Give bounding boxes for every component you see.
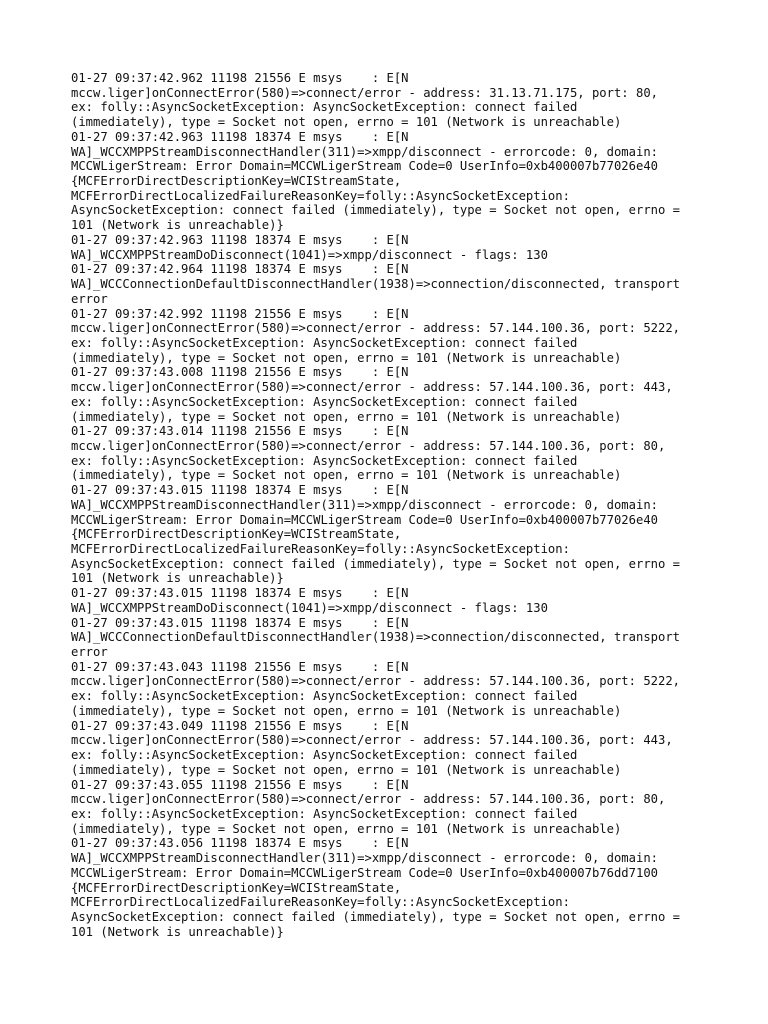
log-line: mccw.liger]onConnectError(580)=>connect/error - address: 57.144.100.36, port: 443, — [71, 380, 673, 395]
log-line: mccw.liger]onConnectError(580)=>connect/error - address: 57.144.100.36, port: 5222, — [71, 321, 681, 336]
log-line: 01-27 09:37:43.043 11198 21556 E msys : E[N — [71, 659, 409, 674]
log-line: (immediately), type = Socket not open, errno = 101 (Network is unreachable) — [71, 115, 622, 130]
log-line: MCCWLigerStream: Error Domain=MCCWLigerStream Code=0 UserInfo=0xb400007b77026e40 — [71, 512, 658, 527]
log-line: ex: folly::AsyncSocketException: AsyncSocketException: connect failed — [71, 335, 578, 350]
log-line: ex: folly::AsyncSocketException: AsyncSocketException: connect failed — [71, 806, 578, 821]
log-line: ex: folly::AsyncSocketException: AsyncSocketException: connect failed — [71, 453, 578, 468]
log-line: AsyncSocketException: connect failed (immediately), type = Socket not open, errno = — [71, 556, 681, 571]
log-line: 101 (Network is unreachable)} — [71, 924, 284, 939]
log-line: (immediately), type = Socket not open, errno = 101 (Network is unreachable) — [71, 821, 622, 836]
log-line: WA]_WCCXMPPStreamDoDisconnect(1041)=>xmpp/disconnect - flags: 130 — [71, 247, 548, 262]
log-line: 01-27 09:37:43.049 11198 21556 E msys : E[N — [71, 718, 409, 733]
log-line: AsyncSocketException: connect failed (immediately), type = Socket not open, errno = — [71, 909, 681, 924]
log-line: WA]_WCCConnectionDefaultDisconnectHandler(1938)=>connection/disconnected, transport — [71, 630, 681, 645]
log-line: 01-27 09:37:42.962 11198 21556 E msys : E[N — [71, 71, 409, 85]
log-line: 101 (Network is unreachable)} — [71, 218, 284, 233]
log-line: MCFErrorDirectLocalizedFailureReasonKey=folly::AsyncSocketException: — [71, 542, 570, 556]
log-line: WA]_WCCXMPPStreamDisconnectHandler(311)=>xmpp/disconnect - errorcode: 0, domain: — [71, 144, 658, 159]
log-output — [71, 71, 711, 939]
log-line: ex: folly::AsyncSocketException: AsyncSocketException: connect failed — [71, 100, 578, 115]
log-line: 01-27 09:37:43.015 11198 18374 E msys : E[N — [71, 615, 409, 630]
log-line: {MCFErrorDirectDescriptionKey=WCIStreamState, — [71, 527, 402, 542]
log-line: (immediately), type = Socket not open, errno = 101 (Network is unreachable) — [71, 762, 622, 777]
log-line: 01-27 09:37:43.056 11198 18374 E msys : E[N — [71, 836, 409, 851]
log-line: (immediately), type = Socket not open, errno = 101 (Network is unreachable) — [71, 350, 622, 365]
log-line: WA]_WCCXMPPStreamDoDisconnect(1041)=>xmpp/disconnect - flags: 130 — [71, 600, 548, 615]
log-line: MCFErrorDirectLocalizedFailureReasonKey=folly::AsyncSocketException: — [71, 895, 570, 910]
log-line: error — [71, 291, 108, 306]
log-line: mccw.liger]onConnectError(580)=>connect/error - address: 57.144.100.36, port: 80, — [71, 792, 666, 807]
log-line: {MCFErrorDirectDescriptionKey=WCIStreamState, — [71, 880, 402, 895]
log-line: 01-27 09:37:43.014 11198 21556 E msys : E[N — [71, 424, 409, 439]
log-line: ex: folly::AsyncSocketException: AsyncSocketException: connect failed — [71, 748, 578, 763]
log-line: mccw.liger]onConnectError(580)=>connect/error - address: 57.144.100.36, port: 5222, — [71, 674, 681, 689]
log-line: 101 (Network is unreachable)} — [71, 571, 284, 586]
log-line: 01-27 09:37:42.964 11198 18374 E msys : E[N — [71, 262, 409, 277]
log-line: AsyncSocketException: connect failed (immediately), type = Socket not open, errno = — [71, 203, 681, 218]
log-line: 01-27 09:37:43.015 11198 18374 E msys : E[N — [71, 483, 409, 498]
log-line: 01-27 09:37:43.008 11198 21556 E msys : E[N — [71, 365, 409, 380]
log-line: ex: folly::AsyncSocketException: AsyncSocketException: connect failed — [71, 689, 578, 704]
log-line: mccw.liger]onConnectError(580)=>connect/error - address: 31.13.71.175, port: 80, — [71, 85, 658, 100]
log-line: MCFErrorDirectLocalizedFailureReasonKey=folly::AsyncSocketException: — [71, 188, 570, 203]
log-line: 01-27 09:37:43.055 11198 21556 E msys : E[N — [71, 777, 409, 792]
log-line: (immediately), type = Socket not open, errno = 101 (Network is unreachable) — [71, 703, 622, 718]
log-line: ex: folly::AsyncSocketException: AsyncSocketException: connect failed — [71, 394, 578, 409]
log-line: mccw.liger]onConnectError(580)=>connect/error - address: 57.144.100.36, port: 80, — [71, 438, 666, 453]
log-line: WA]_WCCXMPPStreamDisconnectHandler(311)=>xmpp/disconnect - errorcode: 0, domain: — [71, 497, 658, 512]
log-line: mccw.liger]onConnectError(580)=>connect/error - address: 57.144.100.36, port: 443, — [71, 733, 673, 748]
log-line: (immediately), type = Socket not open, errno = 101 (Network is unreachable) — [71, 409, 622, 424]
log-line: 01-27 09:37:42.963 11198 18374 E msys : E[N — [71, 232, 409, 247]
log-line: WA]_WCCConnectionDefaultDisconnectHandler(1938)=>connection/disconnected, transport — [71, 277, 681, 292]
log-line: error — [71, 645, 108, 660]
log-line: {MCFErrorDirectDescriptionKey=WCIStreamState, — [71, 174, 402, 189]
log-line: 01-27 09:37:42.963 11198 18374 E msys : E[N — [71, 129, 409, 144]
log-line: MCCWLigerStream: Error Domain=MCCWLigerStream Code=0 UserInfo=0xb400007b77026e40 — [71, 159, 658, 174]
log-line: WA]_WCCXMPPStreamDisconnectHandler(311)=>xmpp/disconnect - errorcode: 0, domain: — [71, 851, 658, 866]
log-line: 01-27 09:37:43.015 11198 18374 E msys : E[N — [71, 586, 409, 601]
log-line: MCCWLigerStream: Error Domain=MCCWLigerStream Code=0 UserInfo=0xb400007b76dd7100 — [71, 865, 658, 880]
log-line: 01-27 09:37:42.992 11198 21556 E msys : E[N — [71, 306, 409, 321]
log-line: (immediately), type = Socket not open, errno = 101 (Network is unreachable) — [71, 468, 622, 483]
